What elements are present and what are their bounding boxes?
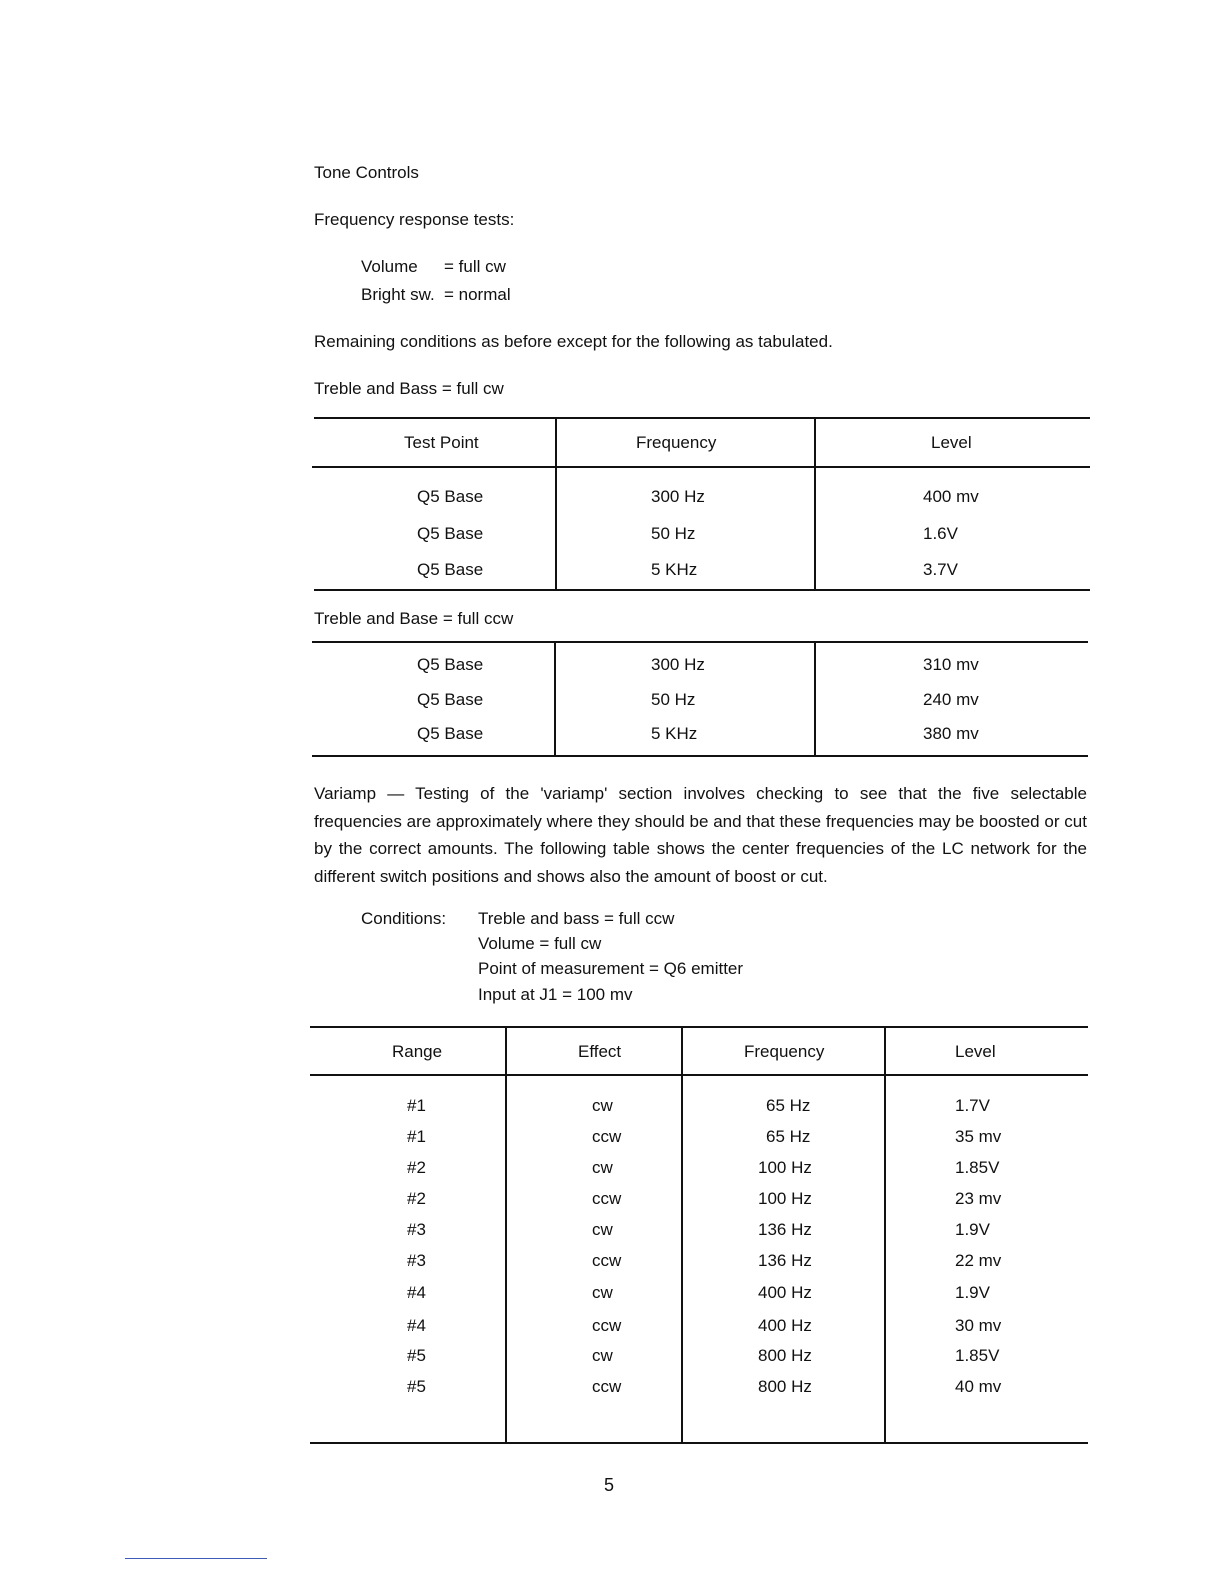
condition-line: Point of measurement = Q6 emitter <box>478 959 744 978</box>
table3-cell: 40 mv <box>955 1377 1002 1396</box>
table2-caption: Treble and Base = full ccw <box>314 609 514 628</box>
setting-volume-value: = full cw <box>444 257 506 276</box>
table3-cell: 35 mv <box>955 1127 1002 1146</box>
table1-col-divider <box>555 418 557 590</box>
table3-cell: #3 <box>407 1251 426 1270</box>
table1-cell: Q5 Base <box>417 524 484 543</box>
table1-cell: Q5 Base <box>417 487 484 506</box>
page-number: 5 <box>604 1475 615 1495</box>
table3-cell: ccw <box>592 1377 622 1396</box>
table1-header-test-point: Test Point <box>404 433 479 452</box>
table3-cell: 1.85V <box>955 1346 1000 1365</box>
setting-bright-value: = normal <box>444 285 511 304</box>
conditions-label: Conditions: <box>361 909 447 928</box>
table3-col-divider <box>505 1027 507 1443</box>
table1-bottom-rule <box>314 589 1090 591</box>
table2-cell: 300 Hz <box>651 655 705 674</box>
table3-cell: cw <box>592 1283 613 1302</box>
table3-cell: #3 <box>407 1220 426 1239</box>
table3-cell: 1.85V <box>955 1158 1000 1177</box>
table3-cell: ccw <box>592 1127 622 1146</box>
table2-bottom-rule <box>312 755 1088 757</box>
table1-col-divider <box>814 418 816 590</box>
condition-line: Input at J1 = 100 mv <box>478 985 633 1004</box>
table3-cell: 400 Hz <box>758 1316 812 1335</box>
table3-cell: 400 Hz <box>758 1283 812 1302</box>
table1-caption: Treble and Bass = full cw <box>314 379 504 398</box>
table3-col-divider <box>884 1027 886 1443</box>
table3-header-rule <box>310 1074 1088 1076</box>
table3-cell: 1.7V <box>955 1096 990 1115</box>
remaining-conditions: Remaining conditions as before except for the following as tabulated. <box>314 332 833 351</box>
table2-cell: 380 mv <box>923 724 979 743</box>
table1-cell: 50 Hz <box>651 524 696 543</box>
table3-cell: 800 Hz <box>758 1377 812 1396</box>
setting-volume-label: Volume <box>361 257 418 276</box>
table3-cell: cw <box>592 1096 613 1115</box>
table2-cell: Q5 Base <box>417 655 484 674</box>
table3-bottom-rule <box>310 1442 1088 1444</box>
table3-cell: ccw <box>592 1316 622 1335</box>
table2-cell: 5 KHz <box>651 724 698 743</box>
table3-cell: cw <box>592 1220 613 1239</box>
table2-top-rule <box>312 641 1088 643</box>
table3-cell: #4 <box>407 1316 426 1335</box>
table1-cell: 300 Hz <box>651 487 705 506</box>
table2-cell: 240 mv <box>923 690 979 709</box>
table3-cell: 65 Hz <box>766 1127 811 1146</box>
table1-header-level: Level <box>931 433 972 452</box>
table1-header-frequency: Frequency <box>636 433 717 452</box>
table2-cell: 50 Hz <box>651 690 696 709</box>
table3-cell: cw <box>592 1346 613 1365</box>
table3-cell: 800 Hz <box>758 1346 812 1365</box>
table1-cell: 3.7V <box>923 560 958 579</box>
table2-col-divider <box>554 642 556 756</box>
table2-cell: Q5 Base <box>417 690 484 709</box>
condition-line: Treble and bass = full ccw <box>478 909 675 928</box>
table3-cell: 136 Hz <box>758 1220 812 1239</box>
setting-bright-label: Bright sw. <box>361 285 435 304</box>
table3-cell: 22 mv <box>955 1251 1002 1270</box>
table3-cell: #5 <box>407 1346 426 1365</box>
table3-header-frequency: Frequency <box>744 1042 825 1061</box>
table2-col-divider <box>814 642 816 756</box>
table3-cell: #1 <box>407 1096 426 1115</box>
table3-cell: #2 <box>407 1189 426 1208</box>
table3-cell: 30 mv <box>955 1316 1002 1335</box>
table2-cell: Q5 Base <box>417 724 484 743</box>
table3-header-effect: Effect <box>578 1042 622 1061</box>
table3-cell: ccw <box>592 1189 622 1208</box>
table2-cell: 310 mv <box>923 655 979 674</box>
table1-cell: Q5 Base <box>417 560 484 579</box>
table3-header-range: Range <box>392 1042 443 1061</box>
table1-cell: 5 KHz <box>651 560 698 579</box>
table3-cell: 100 Hz <box>758 1189 812 1208</box>
table3-cell: 1.9V <box>955 1283 990 1302</box>
footer-rule <box>125 1558 267 1559</box>
table3-cell: #5 <box>407 1377 426 1396</box>
table3-cell: #4 <box>407 1283 426 1302</box>
table3-cell: #1 <box>407 1127 426 1146</box>
table3-cell: 65 Hz <box>766 1096 811 1115</box>
table1-cell: 400 mv <box>923 487 979 506</box>
table3-cell: 23 mv <box>955 1189 1002 1208</box>
table3-cell: cw <box>592 1158 613 1177</box>
table3-cell: ccw <box>592 1251 622 1270</box>
freq-response-heading: Frequency response tests: <box>314 210 515 229</box>
table3-cell: 136 Hz <box>758 1251 812 1270</box>
variamp-paragraph: Variamp — Testing of the 'variamp' section involves checking to see that the five selectable frequencies are approximately where they should be and that these frequencies may be boosted or cut by the correct amounts. The following table shows the center frequencies of the LC network for the different switch positions and shows also the amount of boost or cut. <box>314 784 1087 886</box>
table3-cell: 100 Hz <box>758 1158 812 1177</box>
table3-cell: 1.9V <box>955 1220 990 1239</box>
table1-cell: 1.6V <box>923 524 958 543</box>
table1-top-rule <box>314 417 1090 419</box>
table3-top-rule <box>310 1026 1088 1028</box>
table3-header-level: Level <box>955 1042 996 1061</box>
table3-col-divider <box>681 1027 683 1443</box>
table1-header-rule <box>312 466 1090 468</box>
table3-cell: #2 <box>407 1158 426 1177</box>
section-title: Tone Controls <box>314 163 419 182</box>
condition-line: Volume = full cw <box>478 934 602 953</box>
